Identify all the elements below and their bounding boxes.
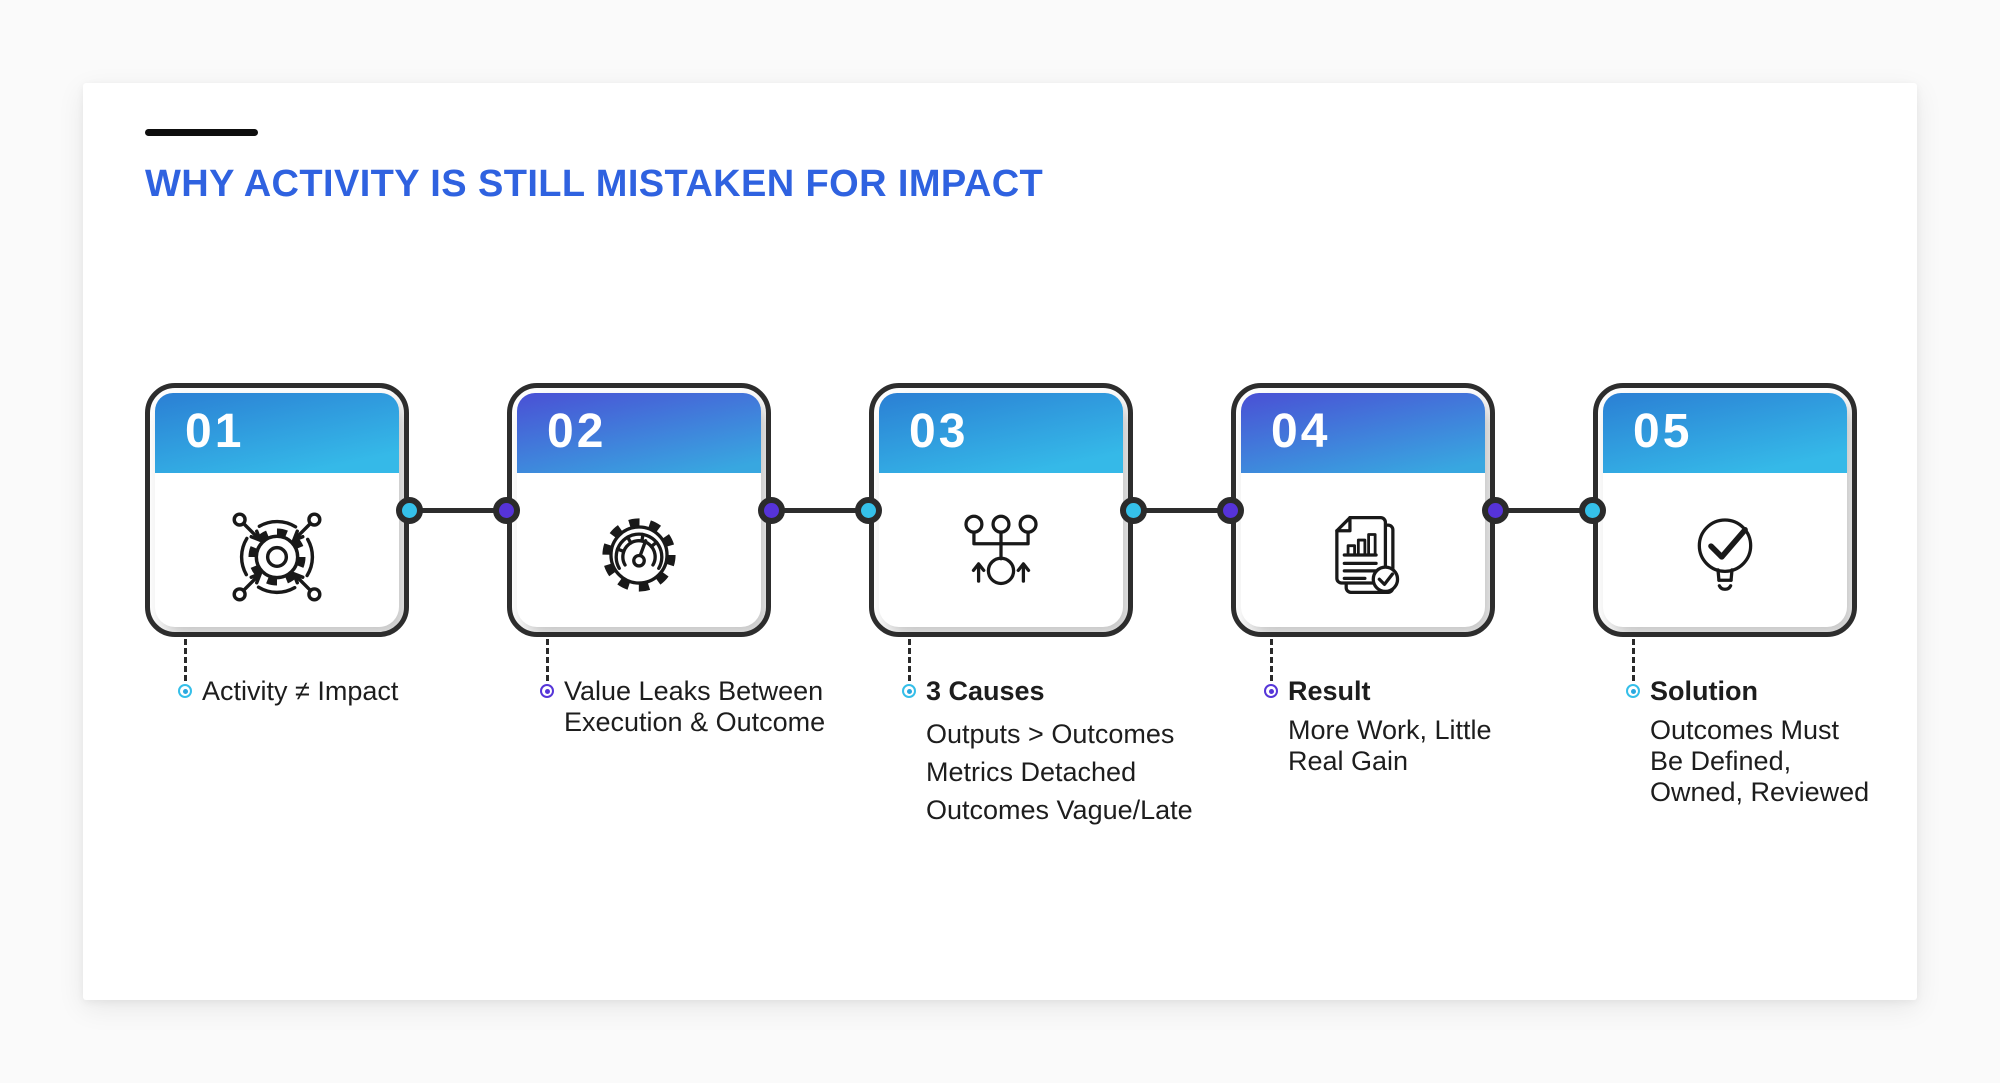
step-body	[517, 473, 761, 637]
step-header	[155, 393, 399, 473]
step-label-line: Value Leaks Between	[564, 676, 824, 706]
page-title: WHY ACTIVITY IS STILL MISTAKEN FOR IMPACT	[145, 163, 1044, 205]
step-number: 03	[909, 405, 969, 458]
step-label-line: Execution & Outcome	[564, 707, 826, 737]
gear-network-icon	[218, 496, 336, 614]
step-number: 02	[547, 405, 607, 458]
dashed-drop-line	[908, 639, 911, 681]
connector-dot-left	[1120, 497, 1147, 524]
connector-1	[396, 497, 520, 524]
connector-3	[1120, 497, 1244, 524]
step-header	[1241, 393, 1485, 473]
bullet-dot	[178, 684, 192, 698]
step-body	[155, 473, 399, 637]
step-5	[1593, 383, 1870, 807]
bullet-dot	[540, 684, 554, 698]
step-number: 04	[1271, 405, 1331, 458]
step-label-heading: 3 Causes	[926, 676, 1045, 706]
connector-dot-right	[1217, 497, 1244, 524]
step-label-line: Metrics Detached	[926, 757, 1137, 787]
connector-dot-left	[396, 497, 423, 524]
connector-2	[758, 497, 882, 524]
step-card	[507, 383, 771, 637]
step-header	[879, 393, 1123, 473]
step-body	[1241, 473, 1485, 637]
step-card-inner	[1603, 393, 1847, 627]
step-header	[1603, 393, 1847, 473]
step-label-line: Outputs > Outcomes	[926, 719, 1175, 749]
report-check-icon	[1307, 499, 1419, 611]
step-card	[1593, 383, 1857, 637]
step-card-inner	[1241, 393, 1485, 627]
step-2	[507, 383, 826, 737]
connector-dot-right	[493, 497, 520, 524]
step-label-line: Activity ≠ Impact	[202, 676, 399, 706]
step-card	[1231, 383, 1495, 637]
step-label-heading: Result	[1288, 676, 1371, 706]
step-label-line: Outcomes Must	[1650, 715, 1840, 745]
step-card-inner	[879, 393, 1123, 627]
connector-4	[1482, 497, 1606, 524]
step-label	[1650, 676, 1869, 808]
step-body	[1603, 473, 1847, 637]
step-3	[869, 383, 1193, 825]
connector-dot-left	[1482, 497, 1509, 524]
bulb-check-icon	[1669, 499, 1781, 611]
step-1	[145, 383, 409, 706]
step-label	[1288, 676, 1492, 777]
step-number: 01	[185, 405, 245, 458]
step-number: 05	[1633, 405, 1693, 458]
branching-flow-icon	[943, 499, 1059, 611]
dashed-drop-line	[1632, 639, 1635, 681]
step-header	[517, 393, 761, 473]
step-card-inner	[155, 393, 399, 627]
step-label-line: Owned, Reviewed	[1650, 777, 1870, 807]
connector-dot-left	[758, 497, 785, 524]
step-label-line: Outcomes Vague/Late	[926, 795, 1193, 825]
connector-dot-right	[855, 497, 882, 524]
bullet-dot	[1264, 684, 1278, 698]
step-label	[564, 676, 825, 738]
title-accent-line	[145, 129, 258, 136]
step-card	[145, 383, 409, 637]
connector-dot-right	[1579, 497, 1606, 524]
step-body	[879, 473, 1123, 637]
step-label-heading: Solution	[1650, 676, 1758, 706]
bullet-dot	[1626, 684, 1640, 698]
step-card-inner	[517, 393, 761, 627]
step-label	[202, 676, 398, 707]
step-card	[869, 383, 1133, 637]
step-label	[926, 676, 1193, 829]
dashed-drop-line	[184, 639, 187, 681]
dashed-drop-line	[546, 639, 549, 681]
dashed-drop-line	[1270, 639, 1273, 681]
step-label-line: Real Gain	[1288, 746, 1409, 776]
bullet-dot	[902, 684, 916, 698]
step-label-line: Be Defined,	[1650, 746, 1792, 776]
step-4	[1231, 383, 1495, 776]
gauge-gear-icon	[582, 498, 696, 612]
step-label-line: More Work, Little	[1288, 715, 1492, 745]
